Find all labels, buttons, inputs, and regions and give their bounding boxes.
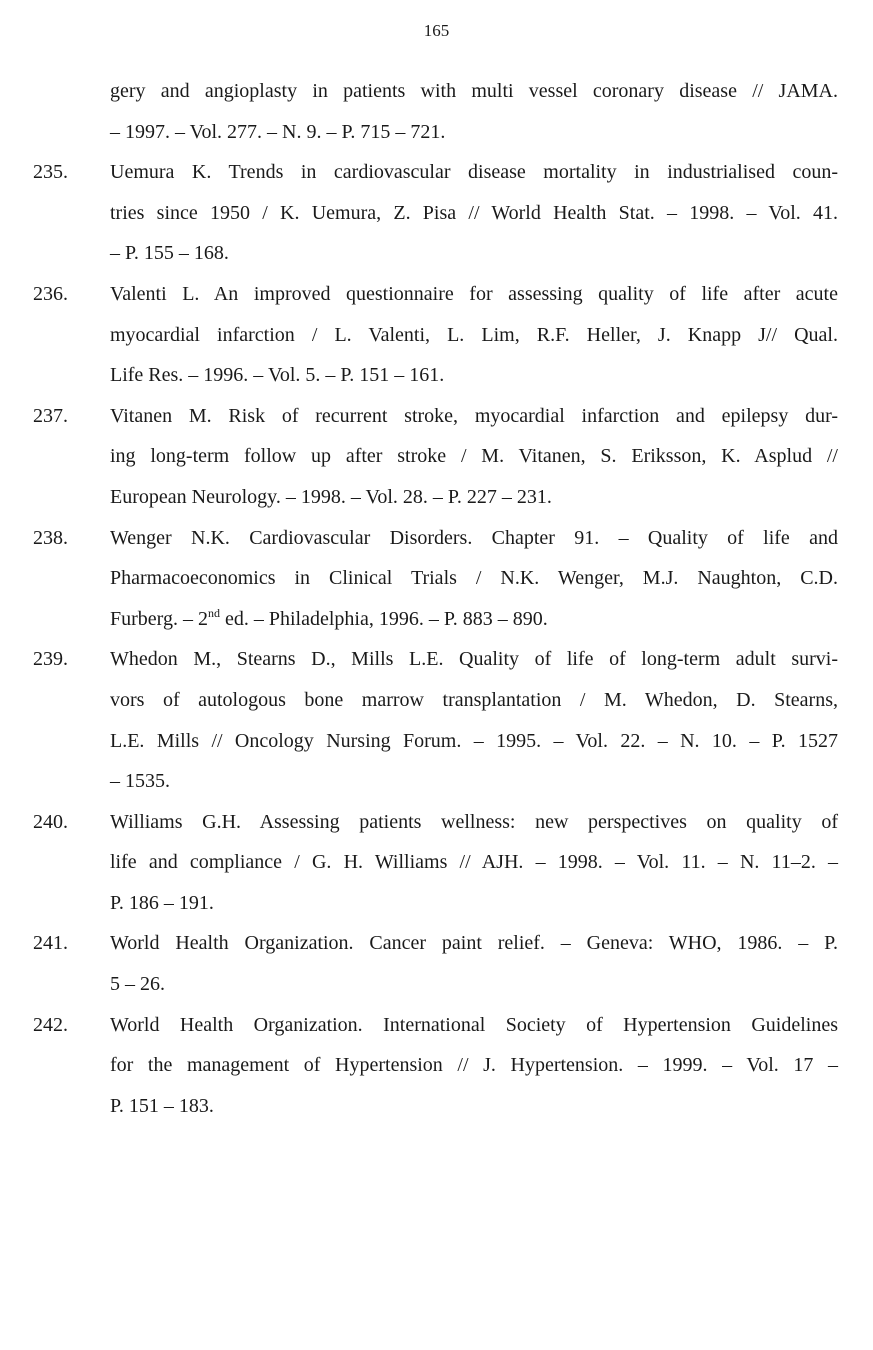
- reference-item: [0, 396, 838, 518]
- page-number: 165: [423, 21, 450, 40]
- reference-line: Whedon M., Stearns D., Mills L.E. Quality of life of long-term adult survi-: [110, 648, 838, 671]
- reference-line: – P. 155 – 168.: [110, 242, 229, 265]
- reference-line: – 1997. – Vol. 277. – N. 9. – P. 715 – 721.: [110, 120, 446, 143]
- reference-line: [110, 599, 838, 640]
- reference-line: Valenti L. An improved questionnaire for assessing quality of life after acute: [110, 282, 838, 305]
- reference-item: [0, 802, 838, 924]
- reference-line: Pharmacoeconomics in Clinical Trials / N.K. Wenger, M.J. Naughton, C.D.: [110, 567, 838, 590]
- reference-number: 239.: [33, 648, 68, 671]
- reference-line: P. 186 – 191.: [110, 891, 214, 914]
- reference-number: 237.: [33, 404, 68, 427]
- reference-line: tries since 1950 / K. Uemura, Z. Pisa // World Health Stat. – 1998. – Vol. 41.: [110, 201, 838, 224]
- reference-line: myocardial infarction / L. Valenti, L. Lim, R.F. Heller, J. Knapp J// Qual.: [110, 323, 838, 346]
- reference-line: P. 151 – 183.: [110, 1094, 214, 1117]
- reference-text: Furberg. – 2: [110, 607, 208, 630]
- reference-text: ed. – Philadelphia, 1996. – P. 883 – 890.: [219, 607, 548, 630]
- reference-number: 242.: [33, 1013, 68, 1036]
- reference-line: – 1535.: [110, 770, 170, 793]
- reference-list: [0, 71, 873, 1126]
- reference-line: European Neurology. – 1998. – Vol. 28. – P. 227 – 231.: [110, 485, 552, 508]
- reference-line: Vitanen M. Risk of recurrent stroke, myocardial infarction and epilepsy dur-: [110, 404, 838, 427]
- reference-line: Wenger N.K. Cardiovascular Disorders. Chapter 91. – Quality of life and: [110, 526, 838, 549]
- reference-line: L.E. Mills // Oncology Nursing Forum. – 1995. – Vol. 22. – N. 10. – P. 1527: [110, 729, 838, 752]
- reference-item: [0, 152, 838, 274]
- reference-number: 241.: [33, 932, 68, 955]
- reference-item: [0, 274, 838, 396]
- reference-number: 235.: [33, 161, 68, 184]
- reference-line: gery and angioplasty in patients with multi vessel coronary disease // JAMA.: [110, 80, 838, 102]
- ordinal-superscript: nd: [207, 605, 220, 620]
- reference-line: World Health Organization. International Society of Hypertension Guidelines: [110, 1013, 838, 1036]
- reference-number: 238.: [33, 526, 68, 549]
- reference-line: life and compliance / G. H. Williams // AJH. – 1998. – Vol. 11. – N. 11–2. –: [110, 851, 838, 874]
- reference-line: vors of autologous bone marrow transplantation / M. Whedon, D. Stearns,: [110, 688, 838, 711]
- reference-line: 5 – 26.: [110, 973, 165, 996]
- reference-item: [0, 518, 838, 640]
- reference-item: [0, 71, 838, 152]
- reference-item: [0, 923, 838, 1004]
- reference-item: [0, 639, 838, 801]
- reference-item: [0, 1005, 838, 1127]
- reference-number: 240.: [33, 810, 68, 833]
- reference-number: 236.: [33, 282, 68, 305]
- reference-line: ing long-term follow up after stroke / M. Vitanen, S. Eriksson, K. Asplud //: [110, 445, 838, 468]
- reference-line: World Health Organization. Cancer paint relief. – Geneva: WHO, 1986. – P.: [110, 932, 838, 955]
- reference-line: for the management of Hypertension // J. Hypertension. – 1999. – Vol. 17 –: [110, 1054, 838, 1077]
- reference-line: Williams G.H. Assessing patients wellness: new perspectives on quality of: [110, 810, 838, 833]
- reference-line: Life Res. – 1996. – Vol. 5. – P. 151 – 161.: [110, 364, 445, 387]
- reference-line: Uemura K. Trends in cardiovascular disease mortality in industrialised coun-: [110, 161, 838, 184]
